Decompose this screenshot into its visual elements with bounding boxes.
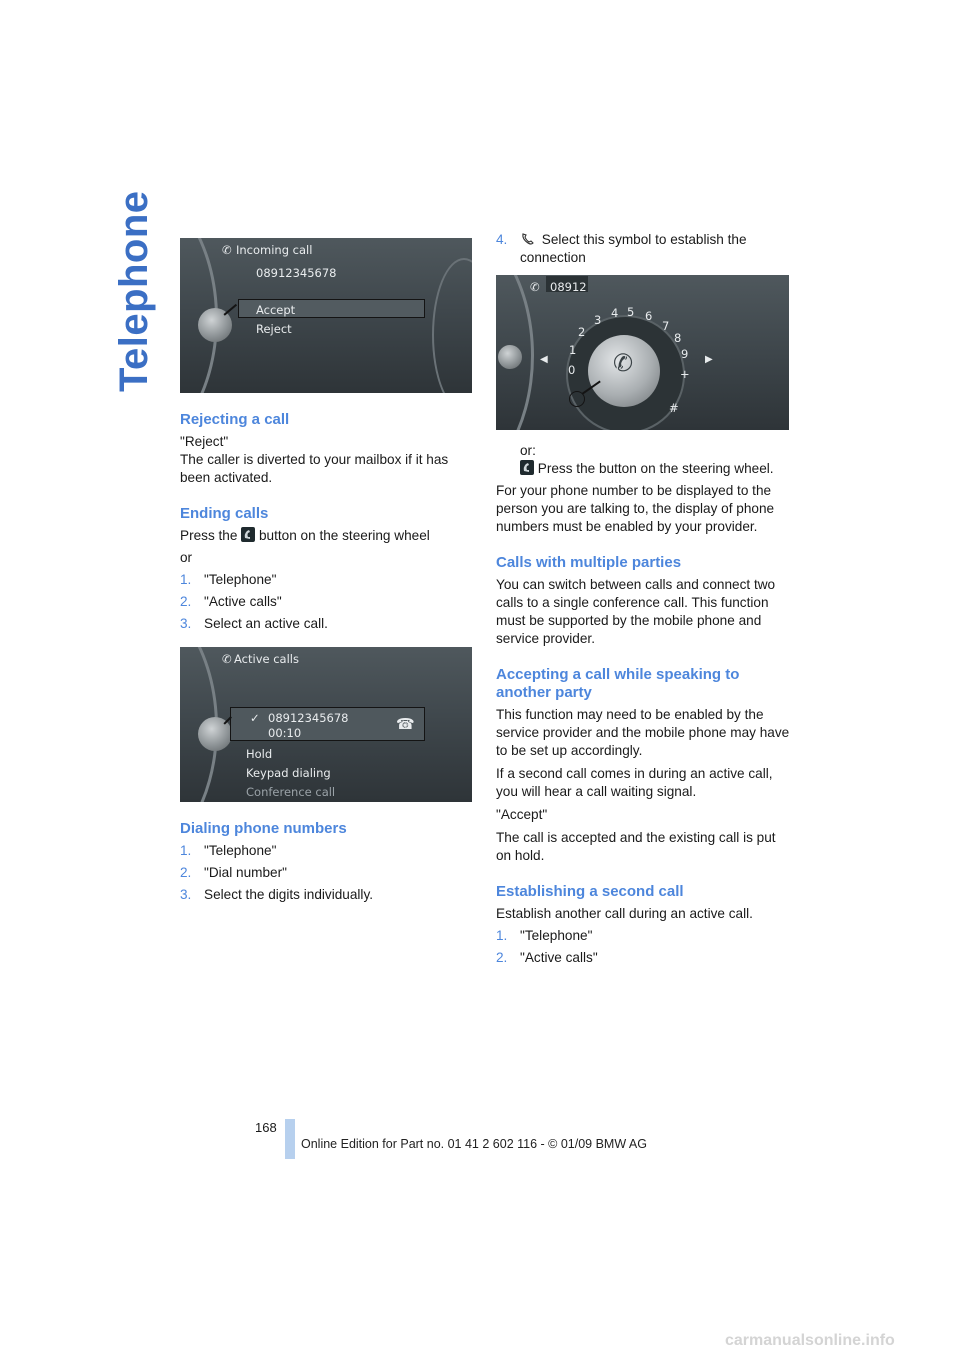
ending-steps [180,571,472,633]
list-item [180,571,472,589]
screen-header: Incoming call [236,243,313,257]
check-icon: ✓ [250,711,260,725]
phone-button-icon [241,527,255,542]
menu-accept: Accept [256,303,296,317]
step-text: "Telephone" [204,572,277,587]
screenshot-incoming-call [180,238,472,393]
press-before: Press the [180,528,238,543]
second-call-text: Establish another call during an active call. [496,906,753,921]
step-num: 1. [180,572,192,587]
heading-multi: Calls with multiple parties [496,554,682,571]
second-call-steps [496,927,790,967]
dial-digit: 0 [568,363,576,377]
screenshot-active-calls [180,647,472,802]
step-text: "Telephone" [520,928,593,943]
dial-digit: 1 [569,343,577,357]
hangup-icon: ☎ [396,715,415,733]
or-text: or: [520,443,536,458]
dial-digit: 4 [611,306,619,320]
press-steering [520,460,790,478]
step-num: 3. [180,616,192,631]
menu-conference: Conference call [246,785,336,799]
reject-text: The caller is diverted to your mailbox if it has been activated. [180,452,449,485]
list-item [180,864,472,882]
screenshot-dial-wheel [496,275,789,430]
list-item [180,886,472,904]
watermark: carmanualsonline.info [725,1332,895,1349]
phone-icon: ✆ [222,243,232,257]
heading-second-call: Establishing a second call [496,883,684,900]
accept-while-p3: "Accept" [496,807,548,822]
press-text: Press the button on the steering wheel. [537,461,774,476]
active-number: 08912345678 [268,711,349,725]
step-num: 3. [180,887,192,902]
dial-digit: # [669,401,679,415]
display-number-text: For your phone number to be displayed to the person you are talking to, the display of phone numbers must be enabled by your provider. [496,483,775,534]
list-item [180,593,472,611]
after-dial-or-block [520,442,790,478]
right-arrow-icon: ▶ [705,354,713,365]
controller-knob [198,717,232,751]
heading-accept-while: Accepting a call while speaking to another party [496,666,740,701]
chapter-side-title: Telephone [112,190,156,392]
step-4-body [520,231,790,267]
ending-or: or [180,550,193,565]
step-num: 1. [496,928,508,943]
dial-handset-icon: ✆ [613,349,634,377]
step-num: 2. [180,594,192,609]
heading-ending: Ending calls [180,505,269,522]
menu-keypad: Keypad dialing [246,766,331,780]
dial-digit: + [680,367,690,381]
list-item [496,949,790,967]
footer-accent-bar [285,1119,295,1159]
handset-icon [520,232,538,246]
dial-digit: 2 [578,325,586,339]
step-4 [496,231,790,267]
multi-text: You can switch between calls and connect two calls to a single conference call. This function must be supported by the mobile phone and service provider. [496,577,776,646]
dialing-steps [180,842,472,904]
left-arrow-icon: ◀ [540,354,548,365]
phone-icon: ✆ [530,280,540,294]
step-num: 4. [496,232,508,247]
step-text: "Active calls" [520,950,598,965]
step-text: Select an active call. [204,616,328,631]
menu-reject: Reject [256,322,292,336]
right-column [496,231,790,971]
heading-rejecting: Rejecting a call [180,411,290,428]
dial-digit: 5 [627,305,635,319]
list-item [180,615,472,633]
active-time: 00:10 [268,726,302,740]
screen-header: Active calls [234,652,299,666]
step-num: 2. [180,865,192,880]
accept-while-p2: If a second call comes in during an active call, you will hear a call waiting signal. [496,766,773,799]
phone-icon: ✆ [222,652,232,666]
caller-number: 08912345678 [256,266,337,280]
menu-hold: Hold [246,747,273,761]
step-text: "Telephone" [204,843,277,858]
controller-knob [498,345,522,369]
page-number: 168 [255,1120,277,1135]
list-item [180,842,472,860]
dial-digit: 9 [681,347,689,361]
left-column [180,238,472,908]
dial-digit: 8 [674,331,682,345]
step-num: 2. [496,950,508,965]
step-text: "Dial number" [204,865,287,880]
dial-digit: 3 [594,313,602,327]
ending-press [180,527,472,545]
dialed-number: 08912 [550,280,587,294]
accept-while-p4: The call is accepted and the existing call is put on hold. [496,830,776,863]
phone-button-icon [520,460,534,475]
heading-dialing: Dialing phone numbers [180,820,347,837]
step-text: "Active calls" [204,594,282,609]
step-4-text: Select this symbol to establish the connection [520,232,747,265]
reject-quote: "Reject" [180,434,229,449]
press-after: button on the steering wheel [258,528,430,543]
edition-text: Online Edition for Part no. 01 41 2 602 116 - © 01/09 BMW AG [301,1137,647,1151]
accept-while-p1: This function may need to be enabled by the service provider and the mobile phone may have to be set up accordingly. [496,707,790,758]
step-num: 1. [180,843,192,858]
dial-digit: 6 [645,309,653,323]
step-text: Select the digits individually. [204,887,374,902]
list-item [496,927,790,945]
dial-digit: 7 [662,319,670,333]
